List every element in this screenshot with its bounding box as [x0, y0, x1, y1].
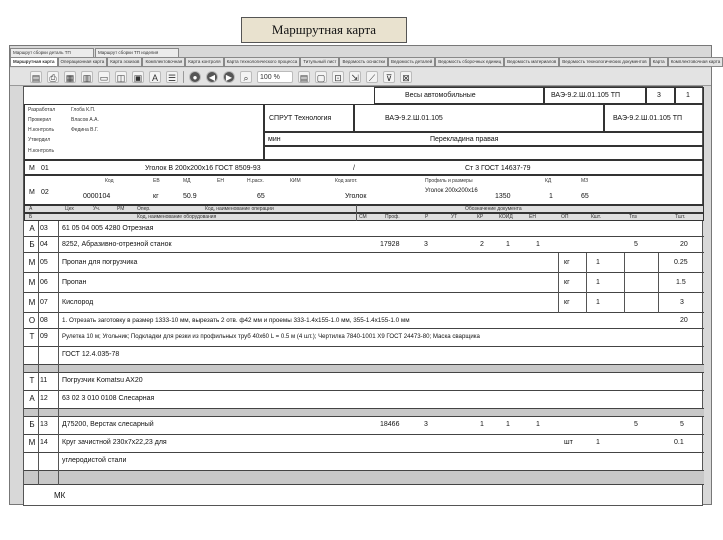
back-icon[interactable]: ◀: [206, 71, 218, 83]
route-row-m06[interactable]: М 06 Пропан кг 1 1.5: [24, 273, 704, 293]
tab-kit-card-2[interactable]: Комплектовочная карта: [668, 57, 723, 67]
spacer-row: [24, 365, 704, 373]
card-tabs: [10, 57, 721, 67]
route-row-m14[interactable]: М 14 Круг зачистной 230х7х22,23 для шт 1 0.1: [24, 435, 704, 453]
grid-line: [624, 253, 625, 313]
product-code-cell: ВАЭ-9.2.Ш.01.105 ТП: [544, 87, 646, 104]
route-row-gost[interactable]: ГОСТ 12.4.035-78: [24, 347, 704, 365]
route-row-m07[interactable]: М 07 Кислород кг 1 3: [24, 293, 704, 313]
layout-icon[interactable]: ▤: [299, 72, 309, 83]
sheet-icon[interactable]: ▭: [99, 72, 109, 83]
tab-route-card[interactable]: Маршрутная карта: [10, 57, 58, 67]
route-card-sheet: [23, 86, 703, 506]
tab-materials-list[interactable]: Ведомость материалов: [504, 57, 559, 67]
route-row-a03[interactable]: А 03 61 05 04 005 4280 Отрезная: [24, 221, 704, 237]
header-a-row: А Цех Уч. РМ Опер. Код, наименование операции Обозначение документа: [24, 205, 704, 213]
grid-line: [586, 253, 587, 313]
columns-icon[interactable]: ▥: [82, 72, 92, 83]
list-icon[interactable]: ☰: [167, 72, 177, 83]
slide-title: Маршрутная карта: [241, 17, 407, 43]
resize-icon[interactable]: ⇲: [349, 71, 361, 83]
product-name-cell: Весы автомобильные: [374, 87, 544, 104]
outline-icon[interactable]: ▢: [316, 72, 326, 83]
route-row-o08[interactable]: О 08 1. Отрезать заготовку в размер 1333-10 мм, вырезать 2 отв. ф42 мм и проемы 333-1.4x155-1.0 мм, 355-1.4x155-1.0 мм 20: [24, 313, 704, 329]
header-b-row: Б Код, наименование оборудования СМ Проф. Р УТ КР КОИД ЕН ОП Кшт. Тпз Тшт.: [24, 213, 704, 221]
zoom-select[interactable]: 100 %: [257, 71, 293, 83]
grid-line: [58, 221, 59, 485]
diagonal-icon[interactable]: ⟋: [366, 71, 378, 83]
tab-control-card[interactable]: Карта контроля: [185, 57, 223, 67]
filter-icon[interactable]: ⊽: [383, 71, 395, 83]
doc-code-cell: ВАЭ-9.2.Ш.01.105: [354, 104, 604, 132]
grid-line: [356, 205, 357, 221]
part-name-cell: мин Перекладина правая: [264, 132, 704, 146]
signature-block: Разработал Проверил Н.контроль Утвердил Н.контроль Глоба К.П. Власов А.А. Федина В.Г.: [24, 104, 264, 160]
stop-icon[interactable]: ●: [189, 71, 201, 83]
toolbar-separator: [183, 71, 184, 83]
grid-line: [38, 221, 39, 485]
route-row-m05[interactable]: М 05 Пропан для погрузчика кг 1 0.25: [24, 253, 704, 273]
cross-icon[interactable]: ⊠: [400, 71, 412, 83]
split-icon[interactable]: ◫: [116, 72, 126, 83]
spacer-row-2: [24, 409, 704, 417]
material-row-m02: М 02 Код ЕВ МД ЕН Н.расх. КИМ Код загот. Профиль и размеры КД МЗ 0000104 кг 50.9 65 Уголок Уголок 200х200х16 1350 1 65: [24, 175, 704, 205]
tab-card[interactable]: Карта: [650, 57, 668, 67]
tab-documents-list[interactable]: Ведомость технологических документов: [559, 57, 649, 67]
table-icon[interactable]: ▦: [65, 72, 75, 83]
route-row-b04[interactable]: Б 04 8252, Абразивно-отрезной станок 17928 3 2 1 1 5 20: [24, 237, 704, 253]
tab-process-card[interactable]: Карта технологического процесса: [224, 57, 301, 67]
footer-row: [24, 485, 704, 507]
grid-icon[interactable]: ▣: [133, 72, 143, 83]
tab-assembly-list[interactable]: Ведомость сборочных единиц: [435, 57, 504, 67]
route-row-t11[interactable]: Т 11 Погрузчик Komatsu AX20: [24, 373, 704, 391]
tab-tooling-list[interactable]: Ведомость оснастки: [339, 57, 388, 67]
document-tabs: [10, 48, 711, 57]
sheet-cell: 1: [675, 87, 704, 104]
tab-parts-list[interactable]: Ведомость деталей: [388, 57, 435, 67]
zoom-icon[interactable]: ⌕: [240, 71, 252, 83]
save-icon[interactable]: ▤: [31, 72, 41, 83]
toolbar: [10, 68, 711, 86]
tab-sketch-card[interactable]: Карта эскизов: [107, 57, 142, 67]
spacer-row-3: [24, 471, 704, 485]
tab-route-part[interactable]: Маршрут сборки деталь ТП: [10, 48, 94, 57]
frame-icon[interactable]: ⊡: [332, 71, 344, 83]
grid-line: [558, 253, 559, 313]
route-row-t09[interactable]: Т 09 Рулетка 10 м; Угольник; Подкладки для резки из профильных труб 40х60 L = 0.5 м (4 шт.); Чертилка 7840-1001 Х9 ГОСТ 24473-80; Маска сварщика: [24, 329, 704, 347]
route-row-a12[interactable]: А 12 63 02 3 010 0108 Слесарная: [24, 391, 704, 409]
grid-line: [658, 253, 659, 313]
route-row-b13[interactable]: Б 13 Д75200, Верстак слесарный 18466 3 1 1 1 5 5: [24, 417, 704, 435]
company-cell: СПРУТ Технология: [264, 104, 354, 132]
text-icon[interactable]: A: [149, 71, 161, 83]
tab-title-page[interactable]: Титульный лист: [300, 57, 339, 67]
forward-icon[interactable]: ▶: [223, 71, 235, 83]
doc-code-tp-cell: ВАЭ-9.2.Ш.01.105 ТП: [604, 104, 704, 132]
material-row-m01: М 01 Уголок В 200х200х16 ГОСТ 8509-93 / Ст 3 ГОСТ 14637-79: [24, 160, 704, 175]
sheets-cell: 3: [646, 87, 675, 104]
tab-route-assembly[interactable]: Маршрут сборки ТП изделия: [95, 48, 179, 57]
route-row-steel[interactable]: углеродистой стали: [24, 453, 704, 471]
print-icon[interactable]: ⎙: [47, 71, 59, 83]
blank-cell: [264, 146, 704, 160]
tab-operation-card[interactable]: Операционная карта: [58, 57, 108, 67]
footer-mk: МК: [54, 491, 66, 500]
tab-kit-card[interactable]: Комплектовочная: [142, 57, 185, 67]
app-window: [9, 45, 721, 505]
